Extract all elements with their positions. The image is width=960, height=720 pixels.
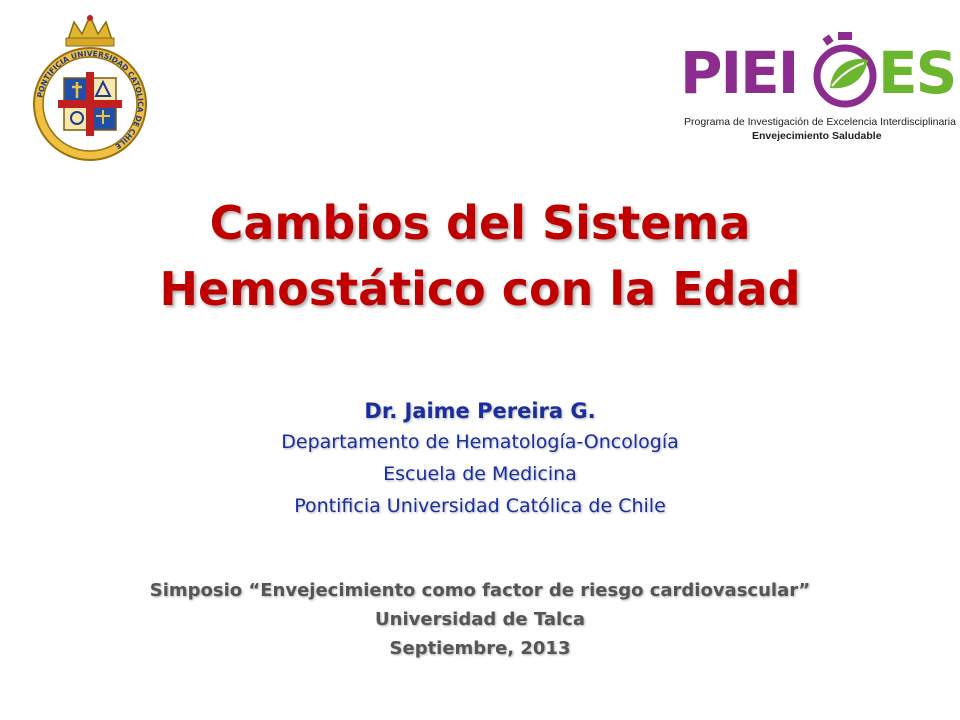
university-seal-logo [30, 12, 150, 162]
piei-es-logo [680, 30, 956, 150]
piei-subtitle-program: Programa de Investigación de Excelencia Interdisciplinaria [684, 116, 956, 128]
title-line-1: Cambios del Sistema [209, 196, 751, 250]
slide-title [0, 190, 960, 322]
author-department: Departamento de Hematología-Oncología [281, 431, 679, 453]
stopwatch-leaf-icon [810, 30, 880, 114]
piei-subtitle-aging: Envejecimiento Saludable [752, 130, 882, 142]
author-school: Escuela de Medicina [383, 463, 577, 485]
event-symposium: Simposio “Envejecimiento como factor de riesgo cardiovascular” [149, 580, 811, 601]
author-block [0, 396, 960, 522]
piei-logo-text: PIEI [680, 39, 798, 107]
author-name: Dr. Jaime Pereira G. [364, 399, 596, 423]
piei-es-text: ES [878, 39, 956, 107]
author-university: Pontificia Universidad Católica de Chile [294, 495, 666, 517]
seal-ring-text: PONTIFICIA UNIVERSIDAD CATOLICA DE CHILE [35, 48, 146, 152]
event-block [0, 576, 960, 663]
event-date: Septiembre, 2013 [389, 638, 571, 659]
title-line-2: Hemostático con la Edad [159, 262, 801, 316]
event-host: Universidad de Talca [375, 609, 585, 630]
